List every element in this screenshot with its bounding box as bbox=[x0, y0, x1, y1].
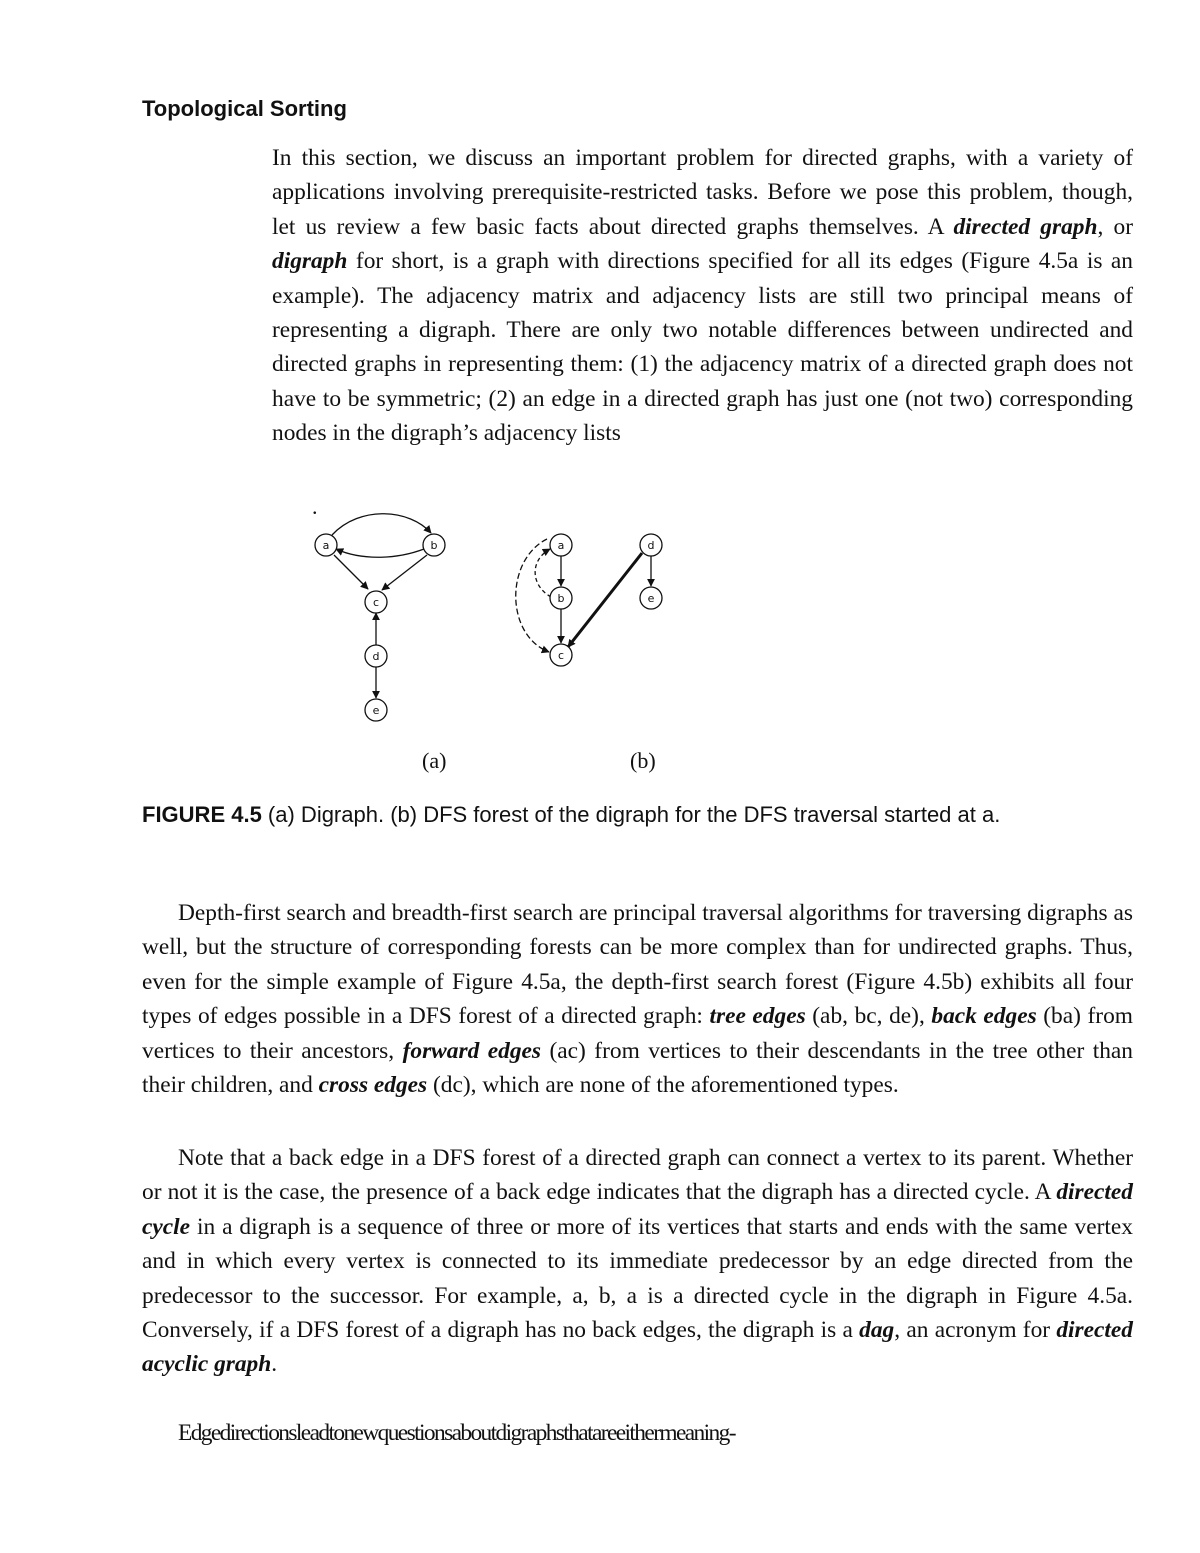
stray-dot: . bbox=[312, 494, 318, 519]
term-forward-edges: forward edges bbox=[402, 1037, 541, 1064]
cross-edge-d-c bbox=[568, 553, 642, 647]
forward-edge-a-c bbox=[516, 539, 549, 652]
dfs-paragraph: Depth-first search and breadth-first search are principal traversal algorithms for traversing digraphs as well, but the structure of corresponding forests can be more complex than for undirected graphs. Thus, even for the simple example of Figure 4.5a, the depth-first search forest (Figure 4.5b) exhibits all four types of edges possible in a DFS forest of a directed graph: tree edges (ab, bc, de), back edges (ba) from vertices to their ancestors, forward edges (ac) from vertices to their descendants in the tree other than their children, and cross edges (dc), which are none of the aforementioned types. bbox=[142, 900, 1133, 1099]
term-tree-edges: tree edges bbox=[709, 1003, 806, 1030]
intro-paragraph: In this section, we discuss an important problem for directed graphs, with a variety of applications involving prerequisite-restricted tasks. Before we pose this problem, though, let us review a few basic facts about directed graphs themselves. A directed graph, or digraph for short, is a graph with directions specified for all its edges (Figure 4.5a is an example). The adjacency matrix and adjacency lists are still two principal means of representing a digraph. There are only two notable differences between undirected and directed graphs in representing them: (1) the adjacency matrix of a directed graph does not have to be symmetric; (2) an edge in a directed graph has just one (not two) corresponding nodes in the digraph’s adjacency lists bbox=[272, 145, 1134, 447]
edge-b-to-a-bottom bbox=[336, 549, 424, 557]
node-label-e: e bbox=[647, 592, 655, 605]
node-label-a: a bbox=[557, 539, 565, 552]
graph-b-edges bbox=[516, 539, 651, 652]
node-label-d: d bbox=[372, 650, 380, 663]
node-label-b: b bbox=[430, 539, 438, 552]
term-directed-graph: directed graph bbox=[953, 213, 1098, 240]
node-label-e: e bbox=[372, 704, 380, 717]
term-digraph: digraph bbox=[272, 248, 348, 275]
cycle-paragraph: Note that a back edge in a DFS forest of a directed graph can connect a vertex to its parent. Whether or not it is the case, the presence of a back edge indicates that the digraph has a directed cycle. A directed cycle in a digraph is a sequence of three or more of its vertices that starts and ends with the same vertex and in which every vertex is connected to its immediate predecessor by an edge directed from the predecessor to the successor. For example, a, b, a is a directed cycle in the digraph in Figure 4.5a. Conversely, if a DFS forest of a digraph has no back edges, the digraph is a dag, an acronym for directed acyclic graph. bbox=[142, 1145, 1133, 1378]
edge-a-to-b-top bbox=[332, 514, 431, 535]
term-back-edges: back edges bbox=[931, 1003, 1037, 1030]
caption-figure-number: FIGURE 4.5 bbox=[142, 802, 262, 827]
back-edge-b-a bbox=[535, 549, 551, 597]
node-label-c: c bbox=[557, 649, 565, 662]
figure-label-b: (b) bbox=[630, 748, 656, 773]
term-dag: dag bbox=[859, 1317, 895, 1344]
figure-label-a: (a) bbox=[422, 748, 447, 773]
closing-paragraph: Edgedirectionsleadtonewquestionsaboutdigraphsthatareeithermeaning- bbox=[178, 1420, 735, 1446]
term-cross-edges: cross edges bbox=[318, 1072, 428, 1099]
term-directed-acyclic-graph: directed acyclic graph bbox=[142, 1317, 1133, 1378]
edge-b-to-c bbox=[382, 555, 427, 590]
figure-4-5-graphs bbox=[300, 505, 700, 735]
node-label-b: b bbox=[557, 592, 565, 605]
section-heading: Topological Sorting bbox=[142, 96, 347, 121]
node-label-d: d bbox=[647, 539, 655, 552]
node-label-c: c bbox=[372, 596, 380, 609]
term-directed-cycle: directed cycle bbox=[142, 1179, 1133, 1240]
edge-a-to-c bbox=[334, 555, 368, 589]
figure-caption: FIGURE 4.5 (a) Digraph. (b) DFS forest of the digraph for the DFS traversal started at a. bbox=[142, 802, 1001, 827]
node-label-a: a bbox=[322, 539, 330, 552]
